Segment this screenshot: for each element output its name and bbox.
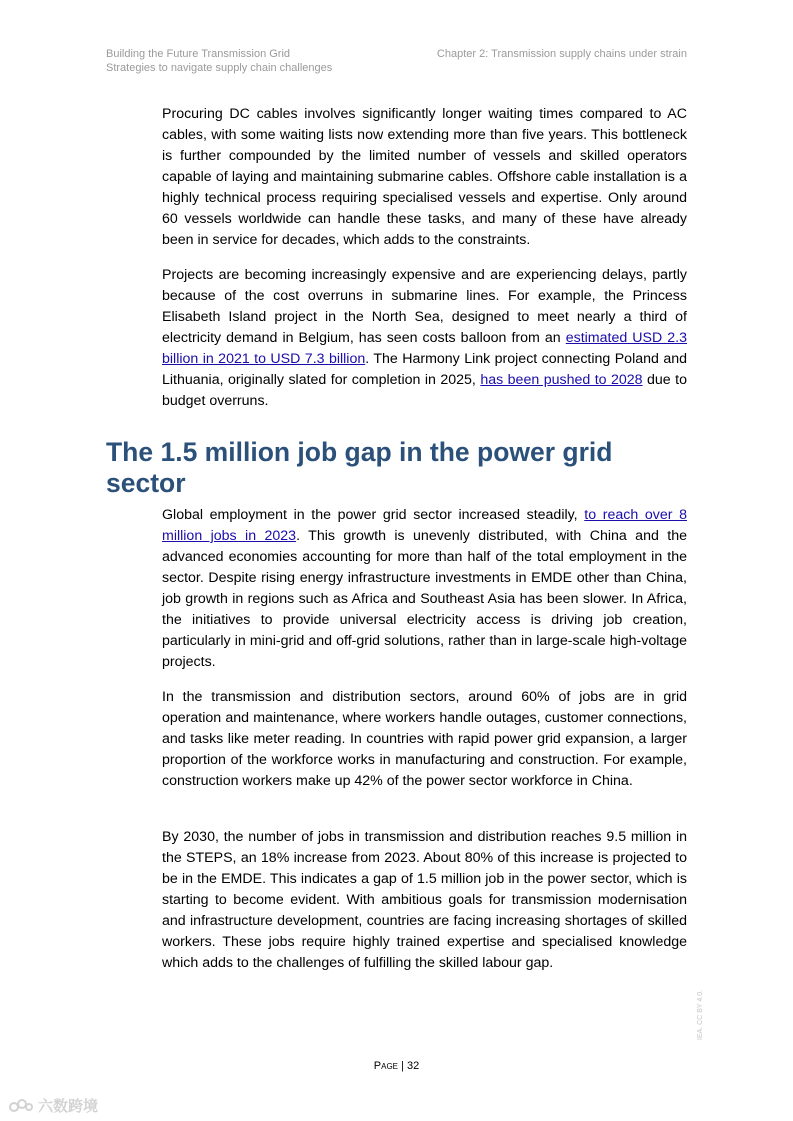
paragraph-dc-cables: Procuring DC cables involves significantly longer waiting times compared to AC cables, with some waiting lists now extending more than five years. This bottleneck is further compounded by the limited number of vessels and skilled operators capable of laying and maintaining submarine cables. Offshore cable installation is a highly technical process requiring specialised vessels and expertise. Only around 60 vessels worldwide can handle these tasks, and many of these have already been in service for decades, which adds to the constraints.: [162, 106, 687, 248]
page-footer: [0, 1060, 793, 1072]
page-label: Page: [373, 1060, 398, 1072]
paragraph-global-employment: [162, 505, 687, 673]
paragraph-project-costs: [162, 265, 687, 412]
paragraph-td-sectors: In the transmission and distribution sectors, around 60% of jobs are in grid operation and maintenance, where workers handle outages, customer connections, and tasks like meter reading. In countries with rapid power grid expansion, a larger proportion of the workforce works in manufacturing and construction. For example, construction workers make up 42% of the power sector workforce in China.: [162, 689, 687, 789]
watermark-logo-icon: [8, 1097, 34, 1115]
running-header-left: [106, 47, 332, 75]
link-estimated-cost[interactable]: estimated USD 2.3 billion in 2021 to USD 7.3 billion: [162, 330, 687, 367]
paragraph-text: . The Harmony Link project connecting Poland and Lithuania, originally slated for completion in 2025,: [162, 351, 687, 388]
section-heading: The 1.5 million job gap in the power grid sector: [106, 437, 613, 498]
paragraph-text: Global employment in the power grid sector increased steadily,: [162, 507, 585, 523]
running-header-right: Chapter 2: Transmission supply chains under strain: [436, 48, 687, 60]
report-title: Building the Future Transmission Grid: [106, 48, 291, 60]
page-separator: |: [398, 1060, 407, 1072]
paragraph-text: . This growth is unevenly distributed, with China and the advanced economies accounting for more than half of the total employment in the sector. Despite rising energy infrastructure investments in EMDE other than China, job growth in regions such as Africa and Southeast Asia has been slower. In Africa, the initiatives to provide universal electricity access is driving job creation, particularly in mini-grid and off-grid solutions, rather than in large-scale high-voltage projects.: [162, 528, 687, 670]
report-subtitle: Strategies to navigate supply chain challenges: [106, 62, 333, 74]
link-pushed-2028[interactable]: has been pushed to 2028: [480, 372, 643, 388]
paragraph-text: due to budget overruns.: [162, 372, 687, 409]
watermark-text: 六数跨境: [38, 1098, 99, 1115]
paragraph-text: Projects are becoming increasingly expensive and are experiencing delays, partly because of the cost overruns in submarine lines. For example, the Princess Elisabeth Island project in the North Sea, designed to meet nearly a third of electricity demand in Belgium, has seen costs balloon from an: [162, 267, 687, 346]
link-8-million-jobs[interactable]: to reach over 8 million jobs in 2023: [162, 507, 687, 544]
paragraph-2030-outlook: By 2030, the number of jobs in transmission and distribution reaches 9.5 million in the STEPS, an 18% increase from 2023. About 80% of this increase is projected to be in the EMDE. This indicates a gap of 1.5 million job in the power sector, which is starting to become evident. With ambitious goals for transmission modernisation and infrastructure development, countries are facing increasing shortages of skilled workers. These jobs require highly trained expertise and specialised knowledge which adds to the challenges of fulfilling the skilled labour gap.: [162, 829, 687, 971]
license-note: IEA. CC BY 4.0.: [697, 989, 704, 1040]
watermark: [8, 1095, 98, 1116]
page-number: 32: [406, 1060, 420, 1072]
